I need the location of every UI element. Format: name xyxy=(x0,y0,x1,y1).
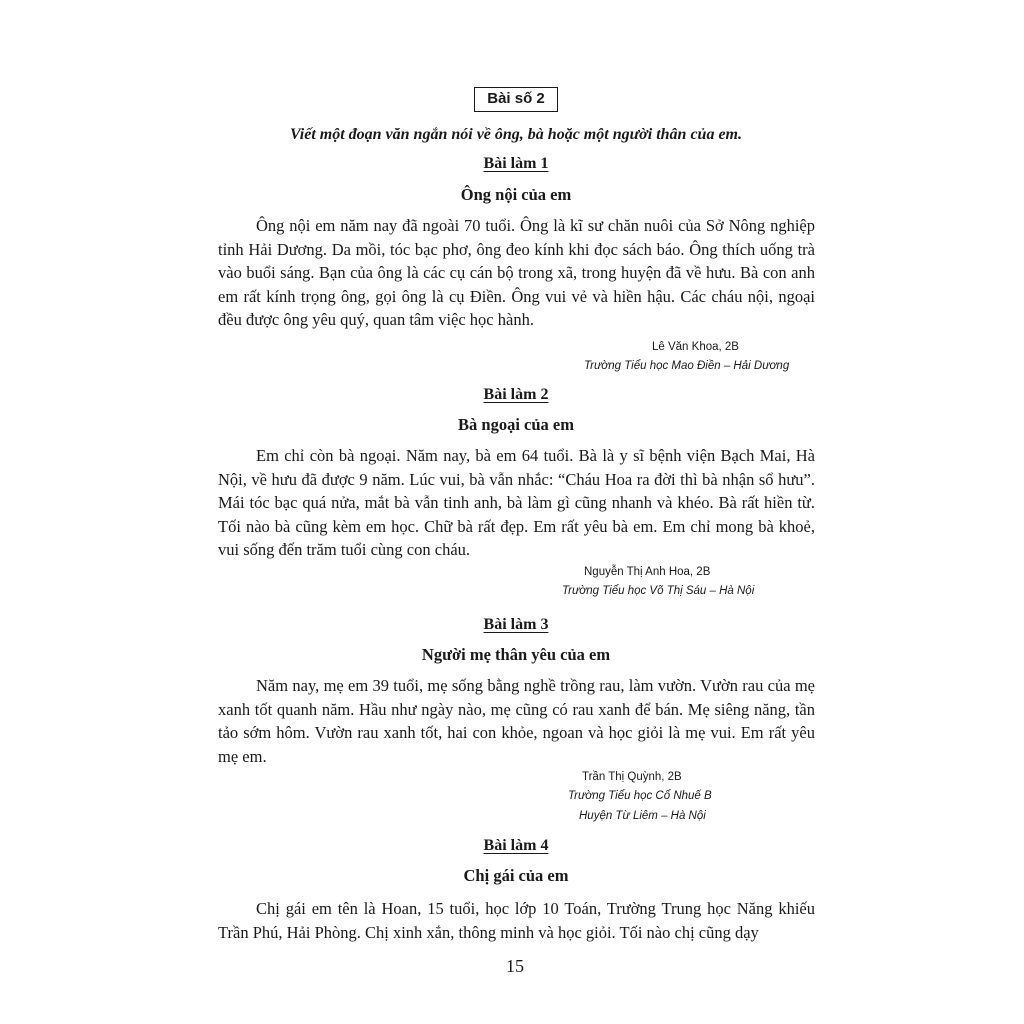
exercise-prompt: Viết một đoạn văn ngắn nói về ông, bà hoặc một người thân của em. xyxy=(289,126,742,143)
essay-2-heading: Bài làm 2 xyxy=(483,386,549,403)
page-number: 15 xyxy=(506,956,524,976)
exercise-label: Bài số 2 xyxy=(474,87,558,112)
essay-2-body: Em chỉ còn bà ngoại. Năm nay, bà em 64 tuổi. Bà là y sĩ bệnh viện Bạch Mai, Hà Nội, về hưu đã được 9 năm. Lúc vui, bà vẫn nhắc: “Cháu Hoa ra đời thì bà nhận sổ hưu”. Mái tóc bạc quá nửa, mắt bà vẫn tinh anh, bà làm gì cũng nhanh và khéo. Bà rất hiền từ. Tối nào bà cũng kèm em học. Chữ bà rất đẹp. Em rất yêu bà em. Em chỉ mong bà khoẻ, vui sống đến trăm tuổi cùng con cháu. xyxy=(218,446,815,560)
essay-4-body: Chị gái em tên là Hoan, 15 tuổi, học lớp 10 Toán, Trường Trung học Năng khiếu Trần Phú, Hải Phòng. Chị xinh xắn, thông minh và học giỏi. Tối nào chị cũng dạy xyxy=(218,899,815,942)
essay-1-heading: Bài làm 1 xyxy=(483,155,549,172)
essay-3-school: Trường Tiểu học Cổ Nhuế B xyxy=(568,790,712,802)
essay-3-title: Người mẹ thân yêu của em xyxy=(421,645,611,664)
essay-3-body: Năm nay, mẹ em 39 tuổi, mẹ sống bằng nghề trồng rau, làm vườn. Vườn rau của mẹ xanh tốt quanh năm. Hầu như ngày nào, mẹ cũng có rau xanh để bán. Mẹ siêng năng, tần tảo sớm hôm. Vườn rau xanh tốt, hai con khỏe, ngoan và học giỏi là mẹ vui. Em rất yêu mẹ em. xyxy=(218,676,815,766)
essay-1-school: Trường Tiểu học Mao Điền – Hải Dương xyxy=(584,360,790,372)
essay-3-heading: Bài làm 3 xyxy=(483,616,549,633)
essay-2-title: Bà ngoại của em xyxy=(458,415,574,434)
essay-4-title: Chị gái của em xyxy=(463,866,569,885)
essay-1-body: Ông nội em năm nay đã ngoài 70 tuổi. Ông là kĩ sư chăn nuôi của Sở Nông nghiệp tỉnh Hải Dương. Da mồi, tóc bạc phơ, ông đeo kính khi đọc sách báo. Ông thích uống trà vào buổi sáng. Bạn của ông là các cụ cán bộ trong xã, trong huyện đã về hưu. Bà con anh em rất kính trọng ông, gọi ông là cụ Điền. Ông vui vẻ và hiền hậu. Các cháu nội, ngoại đều được ông yêu quý, quan tâm việc học hành. xyxy=(218,216,815,330)
essay-3-district: Huyện Từ Liêm – Hà Nội xyxy=(579,810,706,822)
essay-3-author: Trần Thị Quỳnh, 2B xyxy=(582,771,682,783)
essay-1-title: Ông nội của em xyxy=(460,185,572,204)
essay-2-author: Nguyễn Thị Anh Hoa, 2B xyxy=(584,566,711,578)
essay-4-heading: Bài làm 4 xyxy=(483,837,549,854)
essay-2-school: Trường Tiểu học Võ Thị Sáu – Hà Nội xyxy=(562,585,755,597)
essay-1-author: Lê Văn Khoa, 2B xyxy=(652,341,739,353)
